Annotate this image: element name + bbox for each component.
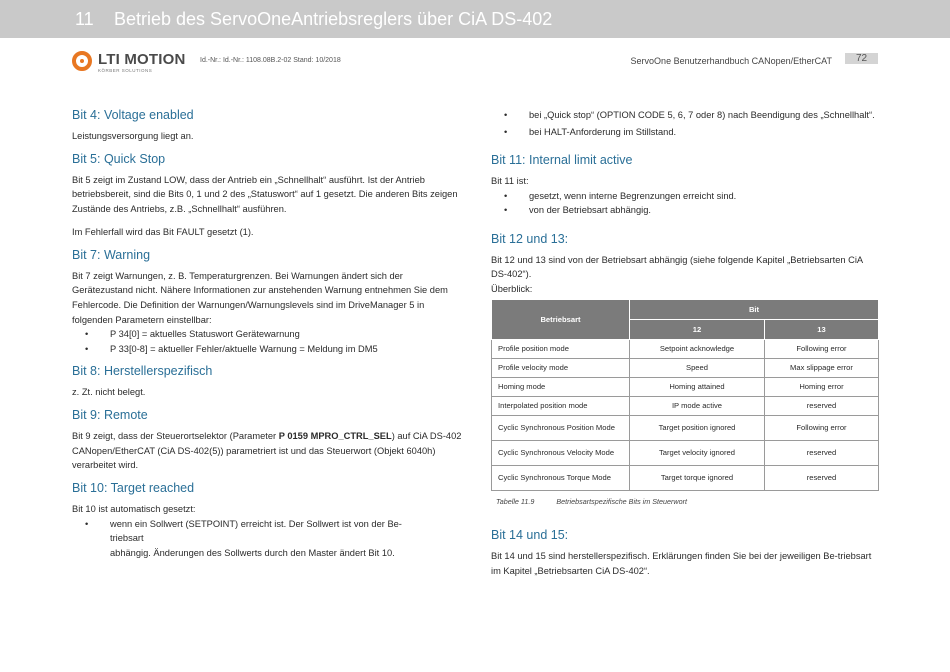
status-bits-table xyxy=(491,299,879,491)
section-heading-bit9: Bit 9: Remote xyxy=(72,408,148,423)
bullet-list xyxy=(491,189,881,218)
chapter-number: 11 xyxy=(75,9,94,29)
table-row xyxy=(492,440,879,465)
table-row xyxy=(492,396,879,415)
text-line: triebsart xyxy=(110,533,144,544)
table-cell: Cyclic Synchronous Position Mode xyxy=(492,415,630,440)
text-run: Bit 9 zeigt, dass der Steuerortselektor (Parameter xyxy=(72,431,279,442)
paragraph: Bit 10 ist automatisch gesetzt: xyxy=(72,504,196,515)
logo-text: LTI MOTION xyxy=(98,51,186,68)
section-heading-bit10: Bit 10: Target reached xyxy=(72,481,195,496)
paragraph xyxy=(72,429,462,473)
paragraph: Bit 11 ist: xyxy=(491,176,529,186)
section-heading-bit7: Bit 7: Warning xyxy=(72,247,151,262)
logo-subtext: KÖRBER SOLUTIONS xyxy=(98,68,153,73)
table-cell: IP mode active xyxy=(630,396,765,415)
section-heading-bit14: Bit 14 und 15: xyxy=(491,527,569,542)
list-item: • P 34[0] = aktuelles Statuswort Gerätewarnung xyxy=(72,327,462,342)
table-cell: Target position ignored xyxy=(630,415,765,440)
paragraph: Bit 14 und 15 sind herstellerspezifisch. Erklärungen finden Sie bei der jeweiligen Be-triebsart im Kapitel „Betriebsarten CiA DS-402“. xyxy=(491,550,872,576)
list-item: • P 33[0-8] = aktueller Fehler/aktuelle Warnung = Meldung im DM5 xyxy=(72,342,462,357)
table-cell: Cyclic Synchronous Torque Mode xyxy=(492,465,630,490)
section-heading-bit4: Bit 4: Voltage enabled xyxy=(72,108,194,122)
paragraph: Bit 7 zeigt Warnungen, z. B. Temperaturgrenzen. Bei Warnungen ändert sich der Gerätezustand nicht. Nähere Informationen zur anstehenden Warnung entnehmen Sie dem Fehlercode. Die Definition der Warnungen/Warnungslevels sind im DriveManager 5 in folgenden Parametern einstellbar: xyxy=(72,270,448,325)
bullet-list xyxy=(491,108,881,139)
table-row xyxy=(492,339,879,358)
table-row xyxy=(492,377,879,396)
table-caption xyxy=(496,497,881,506)
table-cell: Profile position mode xyxy=(492,339,630,358)
table-header-row xyxy=(492,299,879,319)
column-header: Bit xyxy=(630,299,879,319)
manual-title: ServoOne Benutzerhandbuch CANopen/EtherCAT xyxy=(630,56,832,66)
page-number: 72 xyxy=(845,53,878,64)
text-line: abhängig. Änderungen des Sollwerts durch den Master ändert Bit 10. xyxy=(110,547,395,558)
table-cell: Cyclic Synchronous Velocity Mode xyxy=(492,440,630,465)
table-caption-text: Betriebsartspezifische Bits im Steuerwort xyxy=(556,496,687,506)
logo-mark-icon xyxy=(72,51,92,71)
section-heading-bit12: Bit 12 und 13: xyxy=(491,231,569,246)
table-cell: reserved xyxy=(764,440,878,465)
table-cell: Speed xyxy=(630,358,765,377)
chapter-header-bar xyxy=(0,0,950,38)
paragraph: Bit 12 und 13 sind von der Betriebsart abhängig (siehe folgende Kapitel „Betriebsarten CiA DS-402“). xyxy=(491,254,863,280)
bullet-list xyxy=(72,517,462,561)
section-heading-bit5: Bit 5: Quick Stop xyxy=(72,151,166,166)
column-header: 12 xyxy=(630,319,765,339)
table-cell: Max slippage error xyxy=(764,358,878,377)
list-item: • von der Betriebsart abhängig. xyxy=(491,203,881,218)
table-cell: Target torque ignored xyxy=(630,465,765,490)
section-heading-bit11: Bit 11: Internal limit active xyxy=(491,153,633,167)
table-cell: Homing attained xyxy=(630,377,765,396)
paragraph: Im Fehlerfall wird das Bit FAULT gesetzt (1). xyxy=(72,226,254,237)
table-cell: Homing mode xyxy=(492,377,630,396)
table-row xyxy=(492,358,879,377)
table-cell: Target velocity ignored xyxy=(630,440,765,465)
list-item: • bei HALT-Anforderung im Stillstand. xyxy=(491,125,881,140)
table-cell: Profile velocity mode xyxy=(492,358,630,377)
table-cell: Interpolated position mode xyxy=(492,396,630,415)
chapter-title: Betrieb des ServoOneAntriebsreglers über CiA DS-402 xyxy=(114,9,553,29)
table-caption-number: Tabelle 11.9 xyxy=(496,496,535,506)
bullet-list xyxy=(72,327,462,356)
table-cell: reserved xyxy=(764,396,878,415)
list-item: • bei „Quick stop“ (OPTION CODE 5, 6, 7 oder 8) nach Beendigung des „Schnellhalt“. xyxy=(491,108,881,123)
table-cell: Following error xyxy=(764,415,878,440)
table-cell: reserved xyxy=(764,465,878,490)
list-item xyxy=(72,517,462,561)
document-id: Id.-Nr.: Id.-Nr.: 1108.08B.2-02 Stand: 10/2018 xyxy=(200,57,341,64)
left-column xyxy=(72,108,462,568)
text-run: ) auf CiA DS-402 CANopen/EtherCAT (CiA DS-402(5)) parametriert ist und das Steuerwort (Objekt 6040h) verarbeitet wird. xyxy=(72,431,462,471)
paragraph: Überblick: xyxy=(491,284,533,295)
parameter-name: P 0159 MPRO_CTRL_SEL xyxy=(278,431,392,442)
paragraph: Bit 5 zeigt im Zustand LOW, dass der Antrieb ein „Schnellhalt“ ausführt. Ist der Antrieb betriebsbereit, sind die Bits 0, 1 und 2 des „Statuswort“ auf 1 gesetzt. Die anderen Bits zeigen Zustände des Antriebs, z.B. „Schnellhalt“ ausführen. xyxy=(72,174,458,215)
list-item: • gesetzt, wenn interne Begrenzungen erreicht sind. xyxy=(491,189,881,204)
text-line: wenn ein Sollwert (SETPOINT) erreicht ist. Der Sollwert ist von der Be- xyxy=(110,518,402,529)
table-cell: Homing error xyxy=(764,377,878,396)
section-heading-bit8: Bit 8: Herstellerspezifisch xyxy=(72,364,213,379)
paragraph: Leistungsversorgung liegt an. xyxy=(72,131,194,141)
column-header: 13 xyxy=(764,319,878,339)
paragraph: z. Zt. nicht belegt. xyxy=(72,387,146,398)
table-cell: Setpoint acknowledge xyxy=(630,339,765,358)
right-column xyxy=(491,108,881,586)
column-header: Betriebsart xyxy=(492,299,630,339)
table-row xyxy=(492,415,879,440)
table-cell: Following error xyxy=(764,339,878,358)
table-row xyxy=(492,465,879,490)
